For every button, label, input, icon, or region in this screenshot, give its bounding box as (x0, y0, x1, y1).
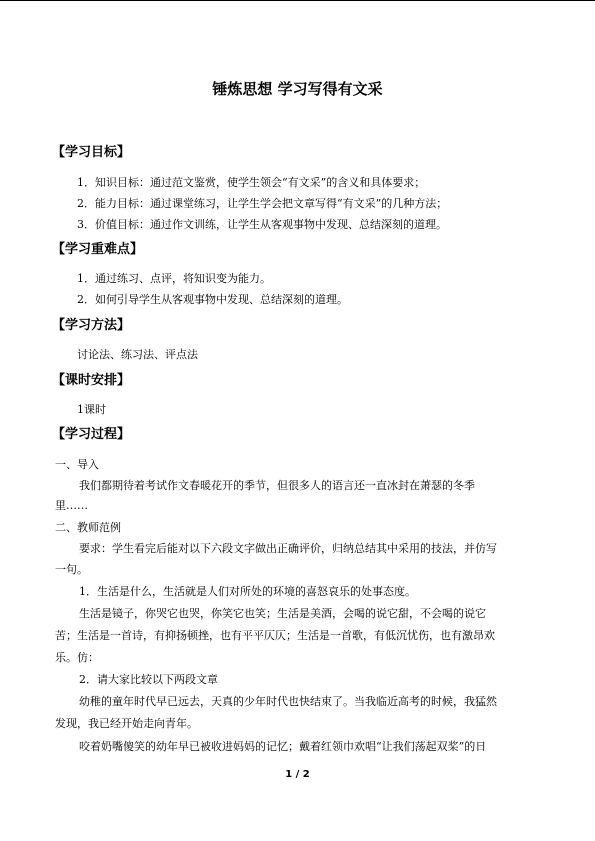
paragraph-line: 一句。 (55, 563, 88, 576)
objective-item: 3．价值目标：通过作文训练，让学生从客观事物中发现、总结深刻的道理。 (77, 218, 447, 231)
part2-title: 二、教师范例 (55, 521, 121, 534)
paragraph-line: 苦；生活是一首诗，有抑扬顿挫，也有平平仄仄；生活是一首歌，有低沉忧伤，也有激昂欢 (55, 629, 495, 642)
paragraph-line: 要求：学生看完后能对以下六段文字做出正确评价，归纳总结其中采用的技法，并仿写 (79, 542, 497, 555)
objectives-heading: 【学习目标】 (52, 145, 131, 160)
key-points-heading: 【学习重难点】 (52, 242, 144, 257)
paragraph-line: 生活是镜子，你哭它也哭，你笑它也笑；生活是美酒，会喝的说它甜，不会喝的说它 (79, 607, 486, 620)
objective-item: 1．知识目标：通过范文鉴赏，使学生领会“有文采”的含义和具体要求； (77, 176, 426, 189)
key-point-item: 1．通过练习、点评，将知识变为能力。 (77, 272, 271, 285)
example-2-title: 2．请大家比较以下两段文章 (79, 673, 218, 686)
document-title: 锤炼思想 学习写得有文采 (212, 80, 383, 98)
schedule-heading: 【课时安排】 (52, 373, 131, 388)
paragraph-line: 乐。仿： (55, 651, 99, 664)
paragraph-line: 发现，我已经开始走向青年。 (55, 717, 198, 730)
process-heading: 【学习过程】 (52, 427, 131, 442)
paragraph-line: 咬着奶嘴傻笑的幼年早已被收进妈妈的记忆；戴着红领巾欢唱“让我们荡起双桨”的日 (79, 740, 487, 753)
example-1-title: 1．生活是什么，生活就是人们对所处的环境的喜怒哀乐的处事态度。 (79, 585, 416, 598)
paragraph-line: 里…… (55, 499, 88, 512)
page-number: 1 / 2 (285, 769, 310, 780)
objective-item: 2．能力目标：通过课堂练习，让学生学会把文章写得“有文采”的几种方法； (77, 197, 448, 210)
methods-heading: 【学习方法】 (52, 318, 131, 333)
paragraph-line: 我们都期待着考试作文春暖花开的季节，但很多人的语言还一直冰封在萧瑟的冬季 (79, 479, 475, 492)
paragraph-line: 幼稚的童年时代早已远去，天真的少年时代也快结束了。当我临近高考的时候，我猛然 (79, 695, 497, 708)
part1-title: 一、导入 (55, 458, 99, 471)
key-point-item: 2．如何引导学生从客观事物中发现、总结深刻的道理。 (77, 293, 348, 306)
methods-text: 讨论法、练习法、评点法 (77, 348, 198, 361)
schedule-text: 1课时 (77, 403, 106, 416)
